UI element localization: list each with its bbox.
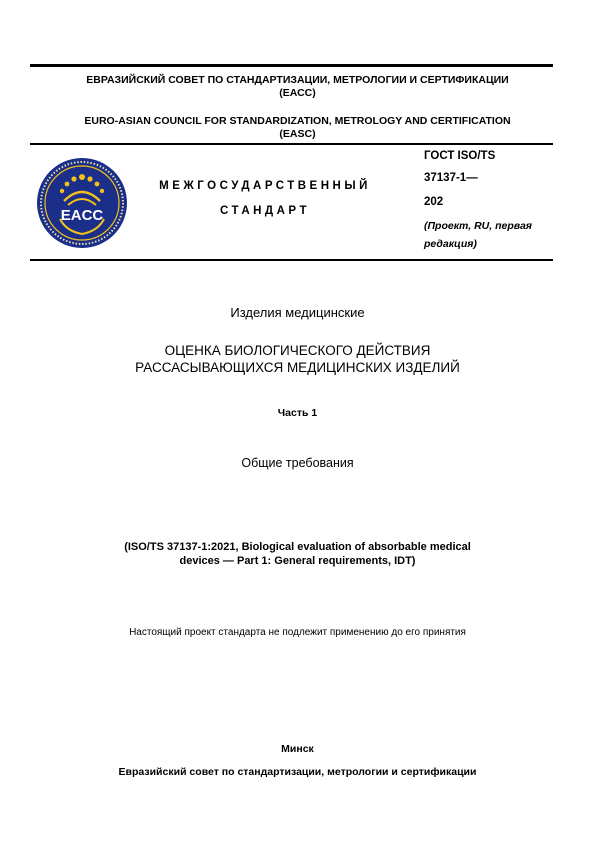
gost-number-line3: 202 [424, 196, 444, 208]
publisher-name: Евразийский совет по стандартизации, метрологии и сертификации [118, 766, 477, 778]
draft-note-line1: (Проект, RU, первая [424, 220, 532, 232]
part-number: Часть 1 [277, 407, 318, 419]
easc-emblem-icon [36, 157, 128, 249]
document-subtitle: Общие требования [241, 456, 354, 470]
gost-number-line1: ГОСТ ISO/TS [424, 150, 496, 162]
council-name-en-line2: (EASC) [279, 128, 316, 140]
council-name-ru [0, 74, 595, 100]
document-title-line2: РАССАСЫВАЮЩИХСЯ МЕДИЦИНСКИХ ИЗДЕЛИЙ [135, 360, 460, 375]
standard-rule [30, 259, 553, 261]
draft-note-line2: редакция) [424, 238, 477, 250]
easc-logo [36, 157, 128, 249]
intl-reference-line2: devices — Part 1: General requirements, IDT) [179, 555, 416, 567]
council-name-ru-line1: ЕВРАЗИЙСКИЙ СОВЕТ ПО СТАНДАРТИЗАЦИИ, МЕТРОЛОГИИ И СЕРТИФИКАЦИИ [86, 74, 509, 86]
product-group: Изделия медицинские [230, 305, 365, 320]
draft-notice: Настоящий проект стандарта не подлежит применению до его принятия [129, 627, 466, 638]
standard-type-line1: МЕЖГОСУДАРСТВЕННЫЙ [159, 180, 371, 192]
gost-number-line2: 37137-1— [424, 172, 478, 184]
council-name-en [0, 115, 595, 141]
council-name-ru-line2: (ЕАСС) [279, 87, 316, 99]
header-rule [30, 143, 553, 145]
publication-city: Минск [281, 743, 314, 755]
intl-reference-line1: (ISO/TS 37137-1:2021, Biological evaluation of absorbable medical [124, 541, 471, 553]
document-title [0, 342, 595, 376]
standard-type-line2: СТАНДАРТ [220, 205, 310, 217]
top-rule [30, 64, 553, 67]
international-standard-reference [60, 540, 535, 568]
council-name-en-line1: EURO-ASIAN COUNCIL FOR STANDARDIZATION, METROLOGY AND CERTIFICATION [84, 115, 511, 127]
document-title-line1: ОЦЕНКА БИОЛОГИЧЕСКОГО ДЕЙСТВИЯ [164, 343, 431, 358]
logo-text: EACC [60, 207, 104, 224]
